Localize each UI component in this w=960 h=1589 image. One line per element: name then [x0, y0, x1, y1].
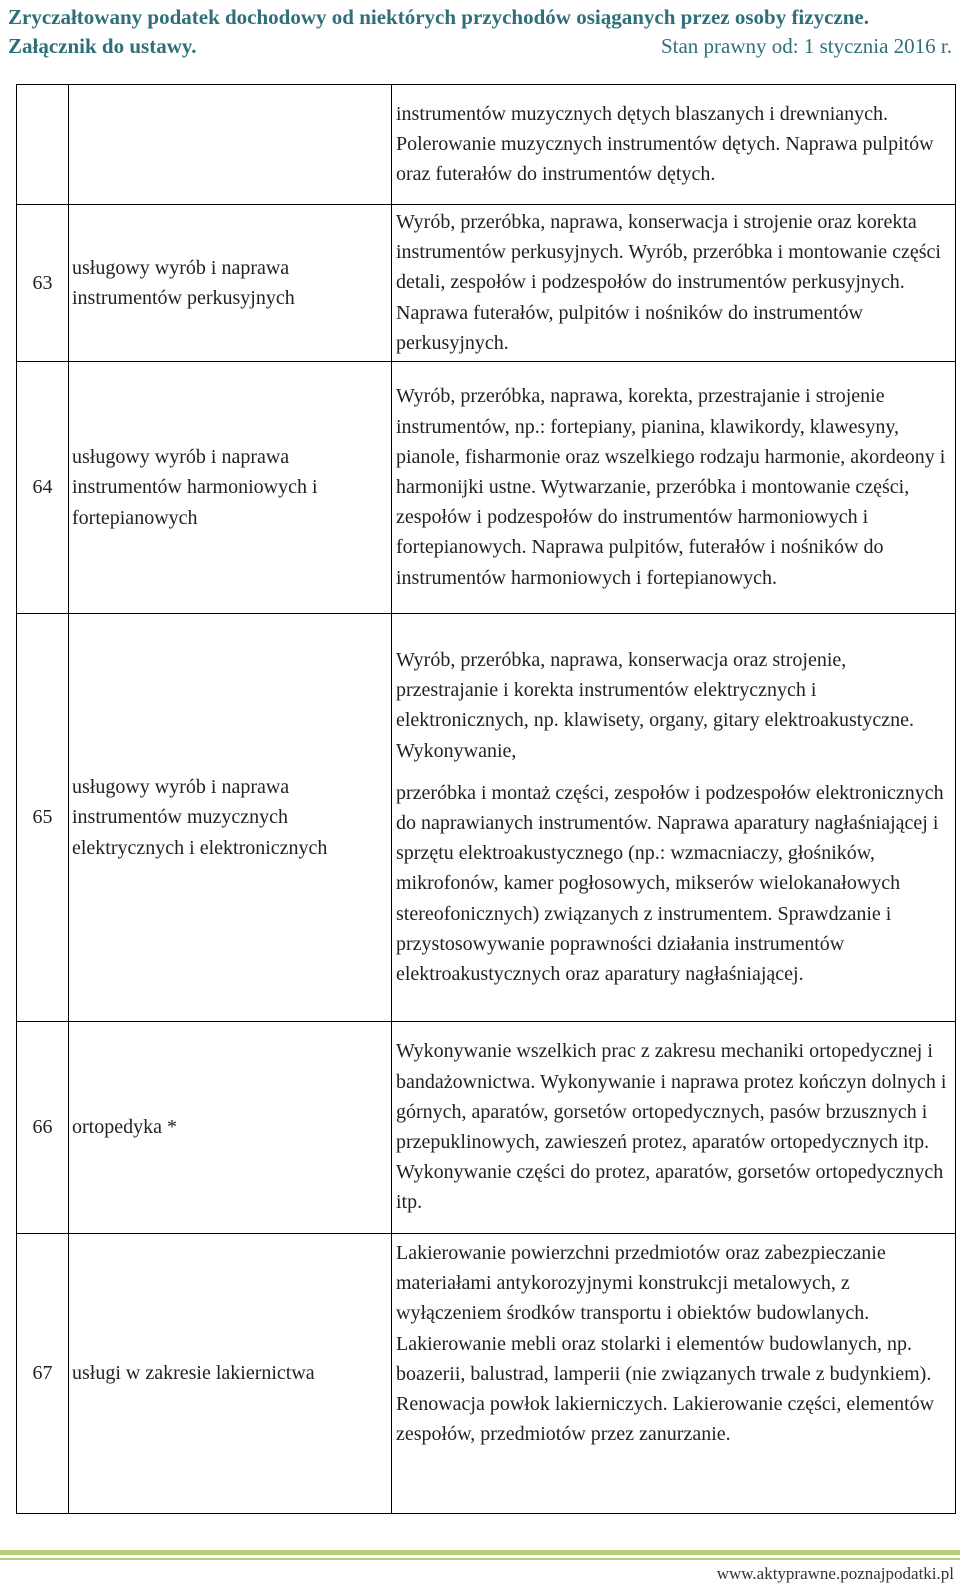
row-number: 67 [17, 1234, 69, 1514]
footer-rule [0, 1550, 960, 1555]
service-description: Wyrób, przeróbka, naprawa, konserwacja oraz strojenie, przestrajanie i korekta instrumentów elektrycznych i elektronicznych, np. klawisety, organy, gitary elektroakustyczne. Wykonywanie, [396, 648, 914, 762]
footer-website: www.aktyprawne.poznajpodatki.pl [716, 1564, 954, 1583]
row-number: 66 [17, 1022, 69, 1234]
service-description-continued: przeróbka i montaż części, zespołów i podzespołów elektronicznych do naprawianych instrumentów. Naprawa aparatury nagłaśniającej i sprzętu elektroakustycznego (np.: wzmacniaczy, głośników, mikrofonów, kamer pogłosowych, mikserów wielokanałowych stereofonicznych) związanych z instrumentem. Sprawdzanie i przystosowywanie poprawności działania instrumentów elektroakustycznych oraz aparatury nagłaśniającej. [396, 781, 944, 985]
service-description: instrumentów muzycznych dętych blaszanych i drewnianych. Polerowanie muzycznych instrumentów dętych. Naprawa pulpitów oraz futerałów do instrumentów dętych. [392, 85, 956, 205]
row-number: 63 [17, 205, 69, 362]
table-row [17, 205, 956, 362]
service-description: Wyrób, przeróbka, naprawa, konserwacja i strojenie oraz korekta instrumentów perkusyjnych. Wyrób, przeróbka i montowanie części detali, zespołów i podzespołów do instrumentów perkusyjnych. Naprawa futerałów, pulpitów i nośników do instrumentów perkusyjnych. [392, 205, 956, 362]
service-name: usługowy wyrób i naprawa instrumentów perkusyjnych [69, 205, 392, 362]
table-row [17, 1234, 956, 1514]
service-name: usługi w zakresie lakiernictwa [69, 1234, 392, 1514]
table-row [17, 1022, 956, 1234]
service-name [69, 85, 392, 205]
service-name: ortopedyka * [69, 1022, 392, 1234]
row-number: 65 [17, 614, 69, 1022]
annex-label: Załącznik do ustawy. [8, 34, 197, 58]
service-description: Lakierowanie powierzchni przedmiotów oraz zabezpieczanie materiałami antykorozyjnymi konstrukcji metalowych, z wyłączeniem środków transportu i obiektów budowlanych. Lakierowanie mebli oraz stolarki i elementów budowlanych, np. boazerii, balustrad, lamperii (nie związanych trwale z budynkiem). Renowacja powłok lakierniczych. Lakierowanie części, elementów zespołów, przedmiotów przez zanurzanie. [392, 1234, 956, 1514]
row-number: 64 [17, 362, 69, 614]
service-name: usługowy wyrób i naprawa instrumentów harmoniowych i fortepianowych [69, 362, 392, 614]
service-description: Wykonywanie wszelkich prac z zakresu mechaniki ortopedycznej i bandażownictwa. Wykonywanie i naprawa protez kończyn dolnych i górnych, aparatów, gorsetów ortopedycznych, pasów brzusznych i przepuklinowych, zawieszeń protez, aparatów ortopedycznych itp. Wykonywanie części do protez, aparatów, gorsetów ortopedycznych itp. [392, 1022, 956, 1234]
services-table [16, 84, 956, 1514]
table-row [17, 362, 956, 614]
legal-status-date: Stan prawny od: 1 stycznia 2016 r. [660, 34, 952, 58]
service-name: usługowy wyrób i naprawa instrumentów muzycznych elektrycznych i elektronicznych [69, 614, 392, 1022]
table-row [17, 85, 956, 205]
document-title: Zryczałtowany podatek dochodowy od niektórych przychodów osiąganych przez osoby fizyczne. [8, 5, 869, 29]
service-description: Wyrób, przeróbka, naprawa, korekta, przestrajanie i strojenie instrumentów, np.: fortepiany, pianina, klawikordy, klawesyny, pianole, fisharmonie oraz wszelkiego rodzaju harmonie, akordeony i harmonijki ustne. Wytwarzanie, przeróbka i montowanie części, zespołów i podzespołów do instrumentów harmoniowych i fortepianowych. Naprawa pulpitów, futerałów i nośników do instrumentów harmoniowych i fortepianowych. [392, 362, 956, 614]
row-number [17, 85, 69, 205]
footer-rule-thin [0, 1558, 960, 1560]
service-description-cell [392, 614, 956, 1022]
table-row [17, 614, 956, 1022]
header-bar [8, 33, 952, 59]
